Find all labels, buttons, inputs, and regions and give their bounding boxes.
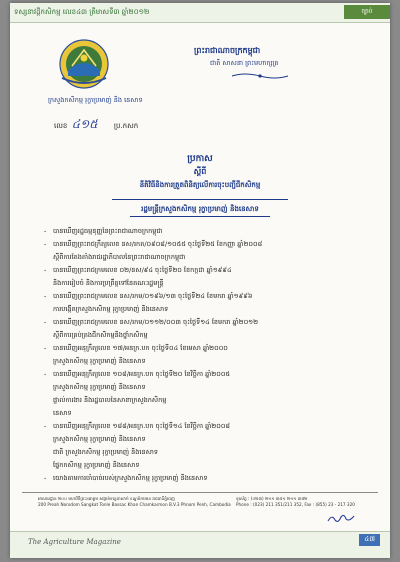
doc-issuer: រដ្ឋមន្ត្រីក្រសួងកសិកម្ម រុក្ខាប្រមាញ់ និងនេសាទ [141,205,259,213]
clause-line: ស្ដីពីការគ្រប់គ្រងជីកសិកម្មនិងថ្នាំកសិកម្ម [53,331,148,339]
ministry-logo-icon [58,36,110,90]
footer-address-kh: អាសយដ្ឋាន ២០០ មហាវិថីព្រះនរោត្ដម សង្កាត់ទន្លេបាសាក់ ខណ្ឌចំការមន រាជធានីភ្នំពេញ [38,496,175,501]
doc-type: ប្រកាស [187,154,213,164]
clause-line: ក្រសួងកសិកម្ម រុក្ខាប្រមាញ់ និងនេសាទ [53,357,146,365]
initials-signature-icon [326,512,356,524]
clause-line: ការបង្កើតក្រសួងកសិកម្ម រុក្ខាប្រមាញ់ និងនេសាទ [53,305,169,313]
clause-line: - បានឃើញព្រះរាជក្រមលេខ នស/រកម/០១៩៦/១៣ ចុះថ្ងៃទី២៤ ខែមករា ឆ្នាំ១៩៩៦ [44,290,364,303]
doc-about: ស្ដីពី [193,167,207,176]
clause-line: នេសាទ [53,409,72,417]
clause-line: - បានឃើញអនុក្រឹត្យលេខ ១៧/អនក្រ.បក ចុះថ្ងៃទី០៤ ខែមេសា ឆ្នាំ២០០០ [44,342,364,355]
clause-line: - យោងតាមការចាំបាច់របស់ក្រសួងកសិកម្ម រុក្ខាប្រមាញ់ និងនេសាទ [44,472,364,485]
clause-line: - បានឃើញព្រះរាជក្រមលេខ នស/រកម/០១១២/០០៣ ចុះថ្ងៃទី១៤ ខែមករា ឆ្នាំ២០១២ [44,316,364,329]
page-number: ៤៧ [359,534,380,546]
doc-subject: នីតិវិធីនិងការត្រួតពិនិត្យលើការចុះបញ្ជីជីកសិកម្ម [139,181,261,189]
kingdom-title: ព្រះរាជាណាចក្រកម្ពុជា [194,46,261,55]
reference-label: លេខ [54,122,68,130]
reference-suffix: ប្រ.កសក [113,122,139,130]
clause-line: - បានឃើញអនុក្រឹត្យលេខ ១០៨/អនក្រ.បក ចុះថ្ងៃទី២០ ខែវិច្ឆិកា ឆ្នាំ២០០៥ [44,368,364,381]
clause-line: - បានឃើញព្រះរាជក្រមលេខ ០២/នស/៩៤ ចុះថ្ងៃទី២០ ខែកក្កដា ឆ្នាំ១៩៩៤ [44,264,364,277]
title-divider [112,199,288,200]
clause-line: ក្រសួងកសិកម្ម រុក្ខាប្រមាញ់ និងនេសាទ [53,435,146,443]
clause-line: - បានឃើញរដ្ឋធម្មនុញ្ញនៃព្រះរាជាណាចក្រកម្ពុជា [44,225,364,238]
running-header [10,3,390,23]
clause-line: - បានឃើញអនុក្រឹត្យលេខ ១៨៨/អនក្រ.បក ចុះថ្ងៃទី១៤ ខែវិច្ឆិកា ឆ្នាំ២០០៨ [44,420,364,433]
clause-line: ផ្នែកកសិកម្ម រុក្ខាប្រមាញ់ និងនេសាទ [53,461,140,469]
clause-line: និងការរៀបចំ និងការប្រព្រឹត្តទៅនៃគណៈរដ្ឋមន្ត្រី [53,279,164,287]
clause-line: - បានឃើញព្រះរាជក្រឹត្យលេខ នស/រកត/០៩០៨/១០៥៥ ចុះថ្ងៃទី២៥ ខែកញ្ញា ឆ្នាំ២០០៨ [44,238,364,251]
letterhead [120,45,340,83]
national-motto: ជាតិ សាសនា ព្រះមហាក្សត្រ [210,59,279,67]
clause-line: ផ្ទាល់ការងារ និងរដ្ឋបាលនៃសាខាក្រសួងកសិកម្ម [53,396,167,404]
reference-number [54,116,138,134]
clause-line: ក្រសួងកសិកម្ម រុក្ខាប្រមាញ់ និងនេសាទ [53,383,146,391]
clause-line: ជាតិ ក្រសួងកសិកម្ម រុក្ខាប្រមាញ់ និងនេសាទ [53,448,158,456]
footer-phone-en: Phone : (023) 211 351/211 352, Fax : (855) 23 - 217 320 [236,502,355,507]
ministry-name: ក្រសួងកសិកម្ម រុក្ខាប្រមាញ់ និង នេសាទ [48,96,143,104]
clause-list [44,225,364,485]
footer-divider [22,492,378,493]
ornament-icon [230,72,290,80]
document-page [10,3,390,558]
header-title: ទស្សនាវដ្ដីកសិកម្ម លេខ៤៣ ត្រីមាសទី៣ ឆ្នាំ២០១២ [14,8,150,16]
issuer-divider [130,216,270,217]
magazine-name: The Agriculture Magazine [28,538,121,546]
footer-address-en: 200 Preah Norodom Sangkat Tonle Bassac Khan Chamkarmon B.V.3 Phnom Penh, Cambodia [38,502,231,507]
section-tab: ច្បាប់ [344,5,390,19]
reference-handwritten-number: ៤១៥ [71,117,98,131]
footer-phone-kh: ទូរស័ព្ទ : (០២៣) ២១១ ៣៥១ ២១១ ៣៥២ [236,496,308,501]
clause-line: ស្ដីពីការតែងតាំងរាជរដ្ឋាភិបាលនៃព្រះរាជាណាចក្រកម្ពុជា [53,253,186,261]
